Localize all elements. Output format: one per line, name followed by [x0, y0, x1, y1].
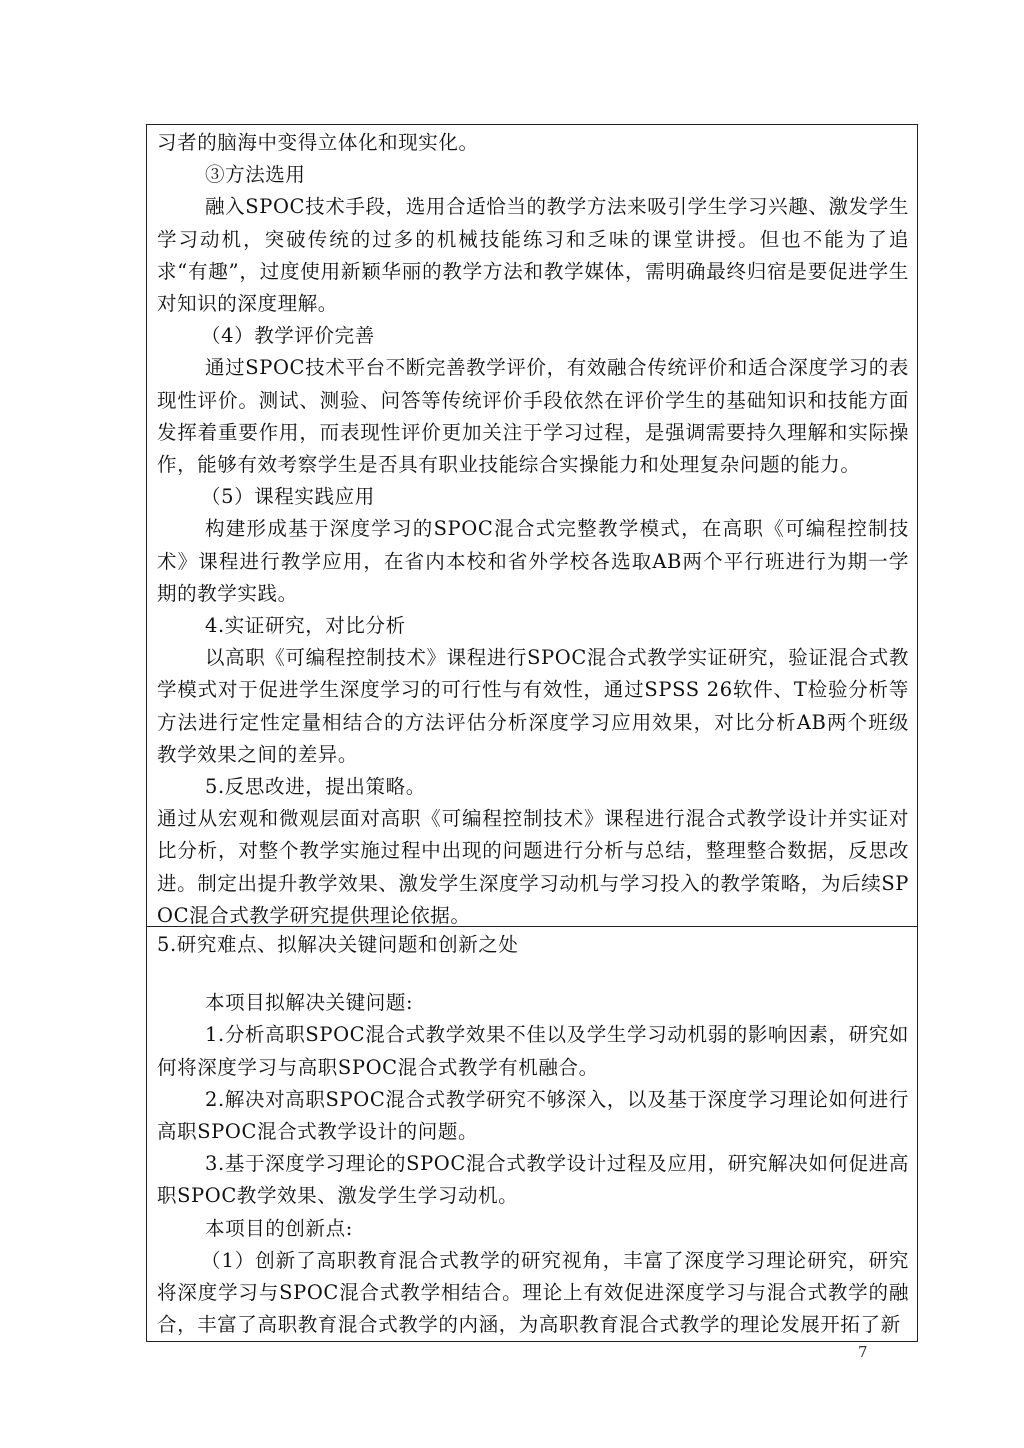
paragraph: 2.解决对高职SPOC混合式教学研究不够深入，以及基于深度学习理论如何进行高职SPOC混合式教学设计的问题。: [157, 1087, 909, 1144]
subheading-reflection: 5.反思改进，提出策略。: [205, 775, 426, 799]
paragraph: 习者的脑海中变得立体化和现实化。: [157, 131, 479, 154]
subheading-method-selection: ③方法选用: [205, 163, 306, 187]
paragraph: 通过从宏观和微观层面对高职《可编程控制技术》课程进行混合式教学设计并实证对比分析，对整个教学实施过程中出现的问题进行分析与总结，整理整合数据，反思改进。制定出提升教学效果、激发学生深度学习动机与学习投入的教学策略，为后续SPOC混合式教学研究提供理论依据。: [157, 807, 909, 927]
table-cell-methods: [147, 125, 917, 927]
paragraph: 构建形成基于深度学习的SPOC混合式完整教学模式，在高职《可编程控制技术》课程进行教学应用，在省内本校和省外学校各选取AB两个平行班进行为期一学期的教学实践。: [157, 517, 909, 605]
paragraph: 本项目拟解决关键问题:: [205, 991, 414, 1015]
paragraph: （1）创新了高职教育混合式教学的研究视角，丰富了深度学习理论研究，研究将深度学习与SPOC混合式教学相结合。理论上有效促进深度学习与混合式教学的融合，丰富了高职教育混合式教学的内涵，为高职教育混合式教学的理论发展开拓了新: [157, 1248, 909, 1337]
paragraph: 3.基于深度学习理论的SPOC混合式教学设计过程及应用，研究解决如何促进高职SPOC教学效果、激发学生学习动机。: [157, 1152, 909, 1208]
subheading-practice: （5）课程实践应用: [201, 485, 375, 509]
paragraph: 本项目的创新点:: [205, 1216, 353, 1240]
table-cell-difficulties: [147, 927, 917, 1341]
section-heading: 5.研究难点、拟解决关键问题和创新之处: [157, 933, 519, 956]
subheading-evaluation: （4）教学评价完善: [201, 324, 375, 348]
page-number: 7: [858, 1343, 868, 1361]
paragraph: 通过SPOC技术平台不断完善教学评价，有效融合传统评价和适合深度学习的表现性评价。测试、测验、问答等传统评价手段依然在评价学生的基础知识和技能方面发挥着重要作用，而表现性评价更加关注于学习过程，是强调需要持久理解和实际操作，能够有效考察学生是否具有职业技能综合实操能力和处理复杂问题的能力。: [157, 356, 909, 477]
paragraph: 1.分析高职SPOC混合式教学效果不佳以及学生学习动机弱的影响因素，研究如何将深度学习与高职SPOC混合式教学有机融合。: [157, 1023, 909, 1079]
paragraph: 融入SPOC技术手段，选用合适恰当的教学方法来吸引学生学习兴趣、激发学生学习动机，突破传统的过多的机械技能练习和乏味的课堂讲授。但也不能为了追求“有趣”，过度使用新颖华丽的教学方法和教学媒体，需明确最终归宿是要促进学生对知识的深度理解。: [157, 195, 909, 316]
form-table: [146, 124, 918, 1342]
paragraph: 以高职《可编程控制技术》课程进行SPOC混合式教学实证研究，验证混合式教学模式对于促进学生深度学习的可行性与有效性，通过SPSS 26软件、T检验分析等方法进行定性定量相结合的方法评估分析深度学习应用效果，对比分析AB两个班级教学效果之间的差异。: [157, 646, 909, 766]
subheading-empirical: 4.实证研究，对比分析: [205, 614, 406, 638]
